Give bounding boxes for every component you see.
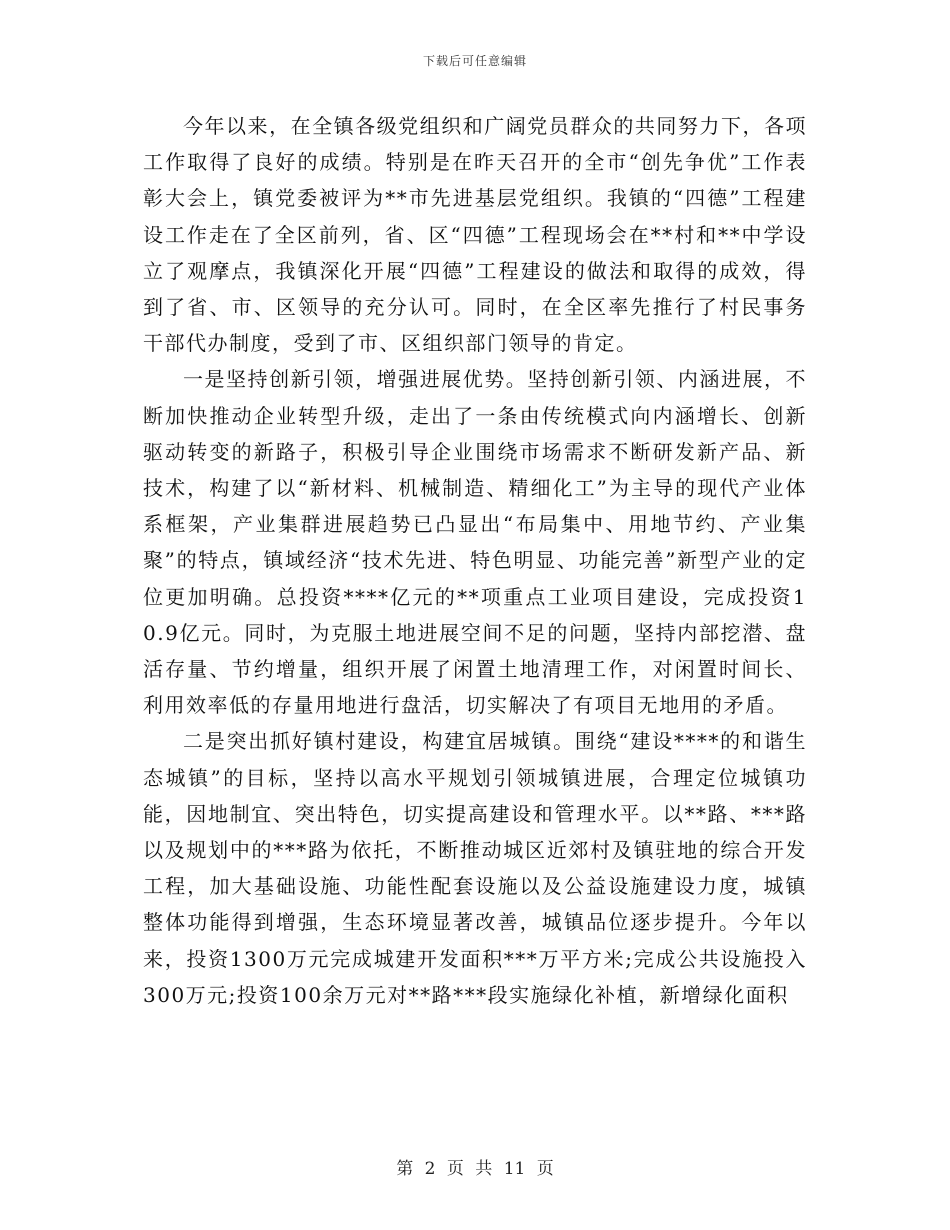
paragraph-town-construction: 二是突出抓好镇村建设，构建宜居城镇。围绕“建设****的和谐生态城镇”的目标，坚持以高水平规划引领城镇进展，合理定位城镇功能，因地制宜、突出特色，切实提高建设和管理水平。以**路、***路以及规划中的***路为依托，不断推动城区近郊村及镇驻地的综合开发工程，加大基础设施、功能性配套设施以及公益设施建设力度，城镇整体功能得到增强，生态环境显著改善，城镇品位逐步提升。今年以来，投资1300万元完成城建开发面积***万平方米;完成公共设施投入300万元;投资100余万元对**路***段实施绿化补植，新增绿化面积 bbox=[143, 729, 807, 1007]
page-header-note: 下载后可任意编辑 bbox=[422, 54, 527, 68]
document-body bbox=[143, 108, 807, 1013]
paragraph-intro: 今年以来，在全镇各级党组织和广阔党员群众的共同努力下，各项工作取得了良好的成绩。特别是在昨天召开的全市“创先争优”工作表彰大会上，镇党委被评为**市先进基层党组织。我镇的“四德”工程建设工作走在了全区前列，省、区“四德”工程现场会在**村和**中学设立了观摩点，我镇深化开展“四德”工程建设的做法和取得的成效，得到了省、市、区领导的充分认可。同时，在全区率先推行了村民事务干部代办制度，受到了市、区组织部门领导的肯定。 bbox=[143, 114, 807, 356]
page-number-footer: 第 2 页 共 11 页 bbox=[396, 1159, 554, 1179]
paragraph-innovation: 一是坚持创新引领，增强进展优势。坚持创新引领、内涵进展，不断加快推动企业转型升级，走出了一条由传统模式向内涵增长、创新驱动转变的新路子，积极引导企业围绕市场需求不断研发新产品、新技术，构建了以“新材料、机械制造、精细化工”为主导的现代产业体系框架，产业集群进展趋势已凸显出“布局集中、用地节约、产业集聚”的特点，镇域经济“技术先进、特色明显、功能完善”新型产业的定位更加明确。总投资****亿元的**项重点工业项目建设，完成投资10.9亿元。同时，为克服土地进展空间不足的问题，坚持内部挖潜、盘活存量、节约增量，组织开展了闲置土地清理工作，对闲置时间长、利用效率低的存量用地进行盘活，切实解决了有项目无地用的矛盾。 bbox=[143, 367, 807, 718]
